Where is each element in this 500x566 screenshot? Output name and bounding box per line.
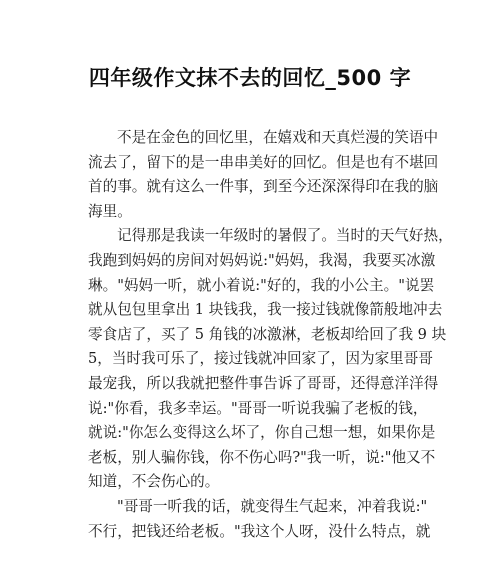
- paragraph-line: 说:"你看，我多幸运。"哥哥一听说我骗了老板的钱，: [88, 399, 428, 417]
- paragraph-line: 不行，把钱还给老板。"我这个人呀，没什么特点，就: [88, 522, 431, 540]
- paragraph-line: "哥哥一听我的话，就变得生气起来，冲着我说:": [117, 497, 428, 515]
- document-title: 四年级作文抹不去的回忆_500 字: [88, 66, 412, 90]
- paragraph-line: 琳。"妈妈一听，就小着说:"好的，我的小公主。"说罢: [88, 276, 435, 294]
- paragraph-line: 就从包包里拿出 1 块钱我，我一接过钱就像箭般地冲去: [88, 301, 443, 319]
- paragraph-line: 5，当时我可乐了，接过钱就冲回家了，因为家里哥哥: [88, 350, 433, 368]
- paragraph-line: 老板，别人骗你钱，你不伤心吗?"我一听，说:"他又不: [88, 448, 436, 466]
- paragraph-line: 知道，不会伤心的。: [88, 473, 220, 491]
- paragraph-line: 海里。: [88, 202, 132, 220]
- paragraph-line: 不是在金色的回忆里，在嬉戏和天真烂漫的笑语中: [117, 129, 439, 146]
- paragraph-line: 最宠我，所以我就把整件事告诉了哥哥，还得意洋洋得: [88, 374, 439, 392]
- paragraph-line: 我跑到妈妈的房间对妈妈说:"妈妈，我渴，我要买冰激: [88, 251, 436, 269]
- paragraph-line: 就说:"你怎么变得这么坏了，你自己想一想，如果你是: [88, 424, 436, 442]
- paragraph-line: 流去了，留下的是一串串美好的回忆。但是也有不堪回: [88, 153, 439, 171]
- document-body: [88, 126, 453, 544]
- paragraph-line: 首的事。就有这么一件事，到至今还深深得印在我的脑: [88, 178, 439, 196]
- paragraph-line: 记得那是我读一年级时的暑假了。当时的天气好热，: [117, 227, 453, 245]
- paragraph-line: 零食店了，买了 5 角钱的冰激淋，老板却给回了我 9 块: [88, 325, 447, 343]
